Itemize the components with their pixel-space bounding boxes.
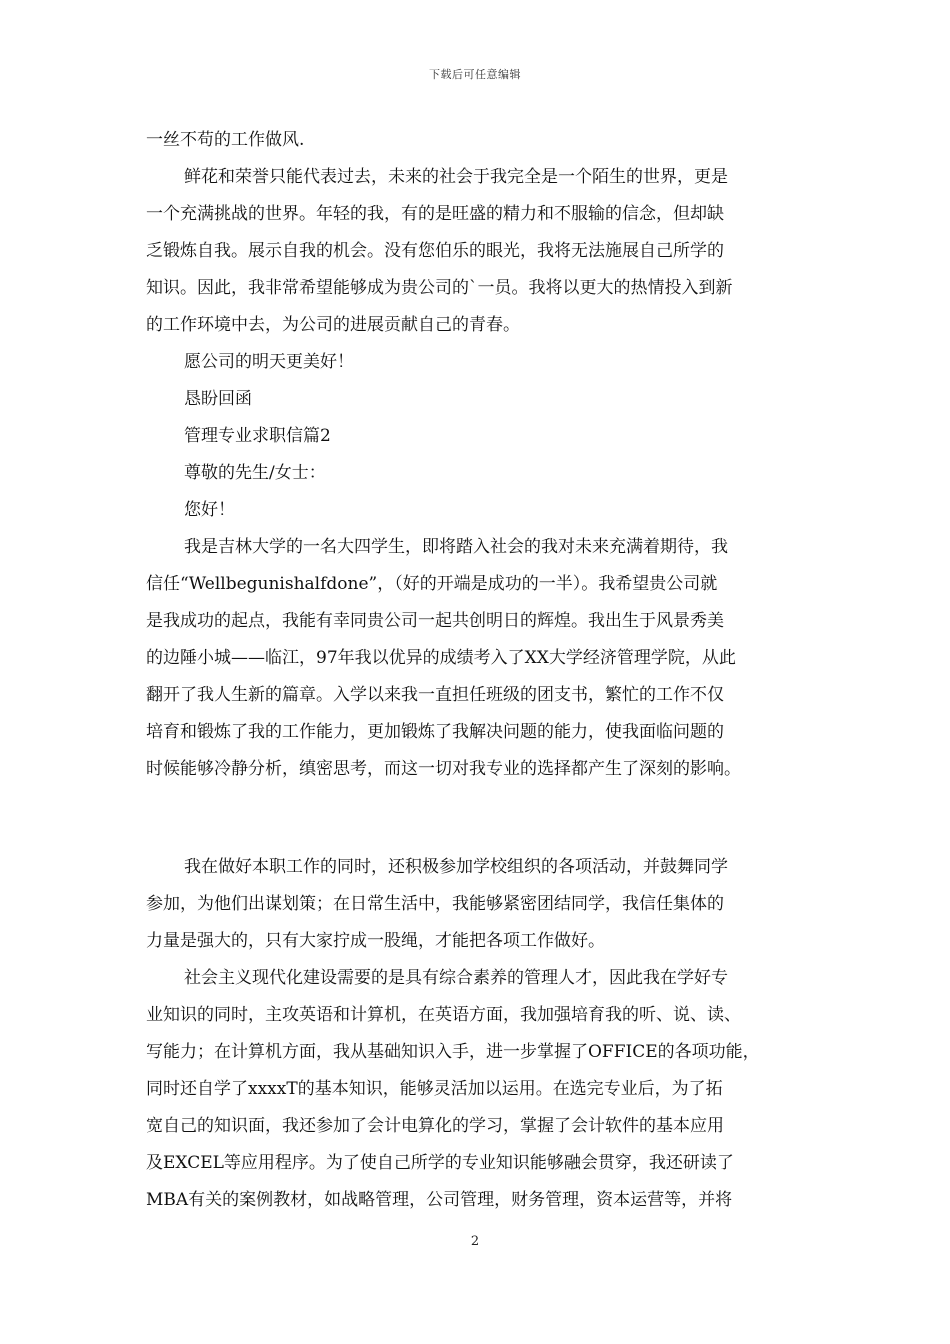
text-line: 时候能够冷静分析，缜密思考，而这一切对我专业的选择都产生了深刻的影响。 (146, 759, 741, 779)
text-line: 愿公司的明天更美好！ (184, 352, 354, 372)
text-line: 知识。因此，我非常希望能够成为贵公司的`一员。我将以更大的热情投入到新 (146, 278, 733, 298)
text-line: 培育和锻炼了我的工作能力，更加锻炼了我解决问题的能力，使我面临问题的 (146, 722, 724, 742)
text-line: 写能力；在计算机方面，我从基础知识入手，进一步掌握了OFFICE的各项功能， (146, 1042, 760, 1062)
page-number: 2 (470, 1234, 480, 1249)
text-line: 业知识的同时，主攻英语和计算机，在英语方面，我加强培育我的听、说、读、 (146, 1005, 741, 1025)
page-header: 下载后可任意编辑 (429, 68, 521, 81)
text-line: 信任“Wellbegunishalfdone”，（好的开端是成功的一半）。我希望贵公司就 (146, 574, 718, 594)
text-line: 力量是强大的，只有大家拧成一股绳，才能把各项工作做好。 (146, 931, 605, 951)
text-line: 同时还自学了xxxxT的基本知识，能够灵活加以运用。在选完专业后，为了拓 (146, 1079, 723, 1099)
text-line: 的工作环境中去，为公司的进展贡献自己的青春。 (146, 315, 520, 335)
text-line: 一丝不苟的工作做风. (146, 130, 305, 150)
text-line: 参加，为他们出谋划策；在日常生活中，我能够紧密团结同学，我信任集体的 (146, 894, 724, 914)
text-line: 宽自己的知识面，我还参加了会计电算化的学习，掌握了会计软件的基本应用 (146, 1116, 724, 1136)
text-line: 我在做好本职工作的同时，还积极参加学校组织的各项活动，并鼓舞同学 (184, 857, 728, 877)
text-line: 是我成功的起点，我能有幸同贵公司一起共创明日的辉煌。我出生于风景秀美 (146, 611, 724, 631)
text-line: 的边陲小城——临江，97年我以优异的成绩考入了XX大学经济管理学院，从此 (146, 648, 736, 668)
paragraph-gap (146, 792, 810, 829)
text-line: 一个充满挑战的世界。年轻的我，有的是旺盛的精力和不服输的信念，但却缺 (146, 204, 724, 224)
section-title: 管理专业求职信篇2 (184, 426, 331, 446)
text-line: 社会主义现代化建设需要的是具有综合素养的管理人才，因此我在学好专 (184, 968, 728, 988)
document-body (146, 126, 810, 1223)
text-line: 恳盼回函 (184, 389, 252, 409)
text-line: 鲜花和荣誉只能代表过去，未来的社会于我完全是一个陌生的世界，更是 (184, 167, 728, 187)
text-line: MBA有关的案例教材，如战略管理，公司管理，财务管理，资本运营等，并将 (146, 1190, 733, 1210)
salutation: 尊敬的先生/女士： (184, 463, 326, 483)
text-line: 我是吉林大学的一名大四学生，即将踏入社会的我对未来充满着期待，我 (184, 537, 728, 557)
text-line: 及EXCEL等应用程序。为了使自己所学的专业知识能够融会贯穿，我还研读了 (146, 1153, 734, 1173)
text-line: 翻开了我人生新的篇章。入学以来我一直担任班级的团支书，繁忙的工作不仅 (146, 685, 724, 705)
text-line: 乏锻炼自我。展示自我的机会。没有您伯乐的眼光，我将无法施展自己所学的 (146, 241, 724, 261)
greeting: 您好！ (184, 500, 235, 520)
paragraph-gap (146, 829, 810, 853)
